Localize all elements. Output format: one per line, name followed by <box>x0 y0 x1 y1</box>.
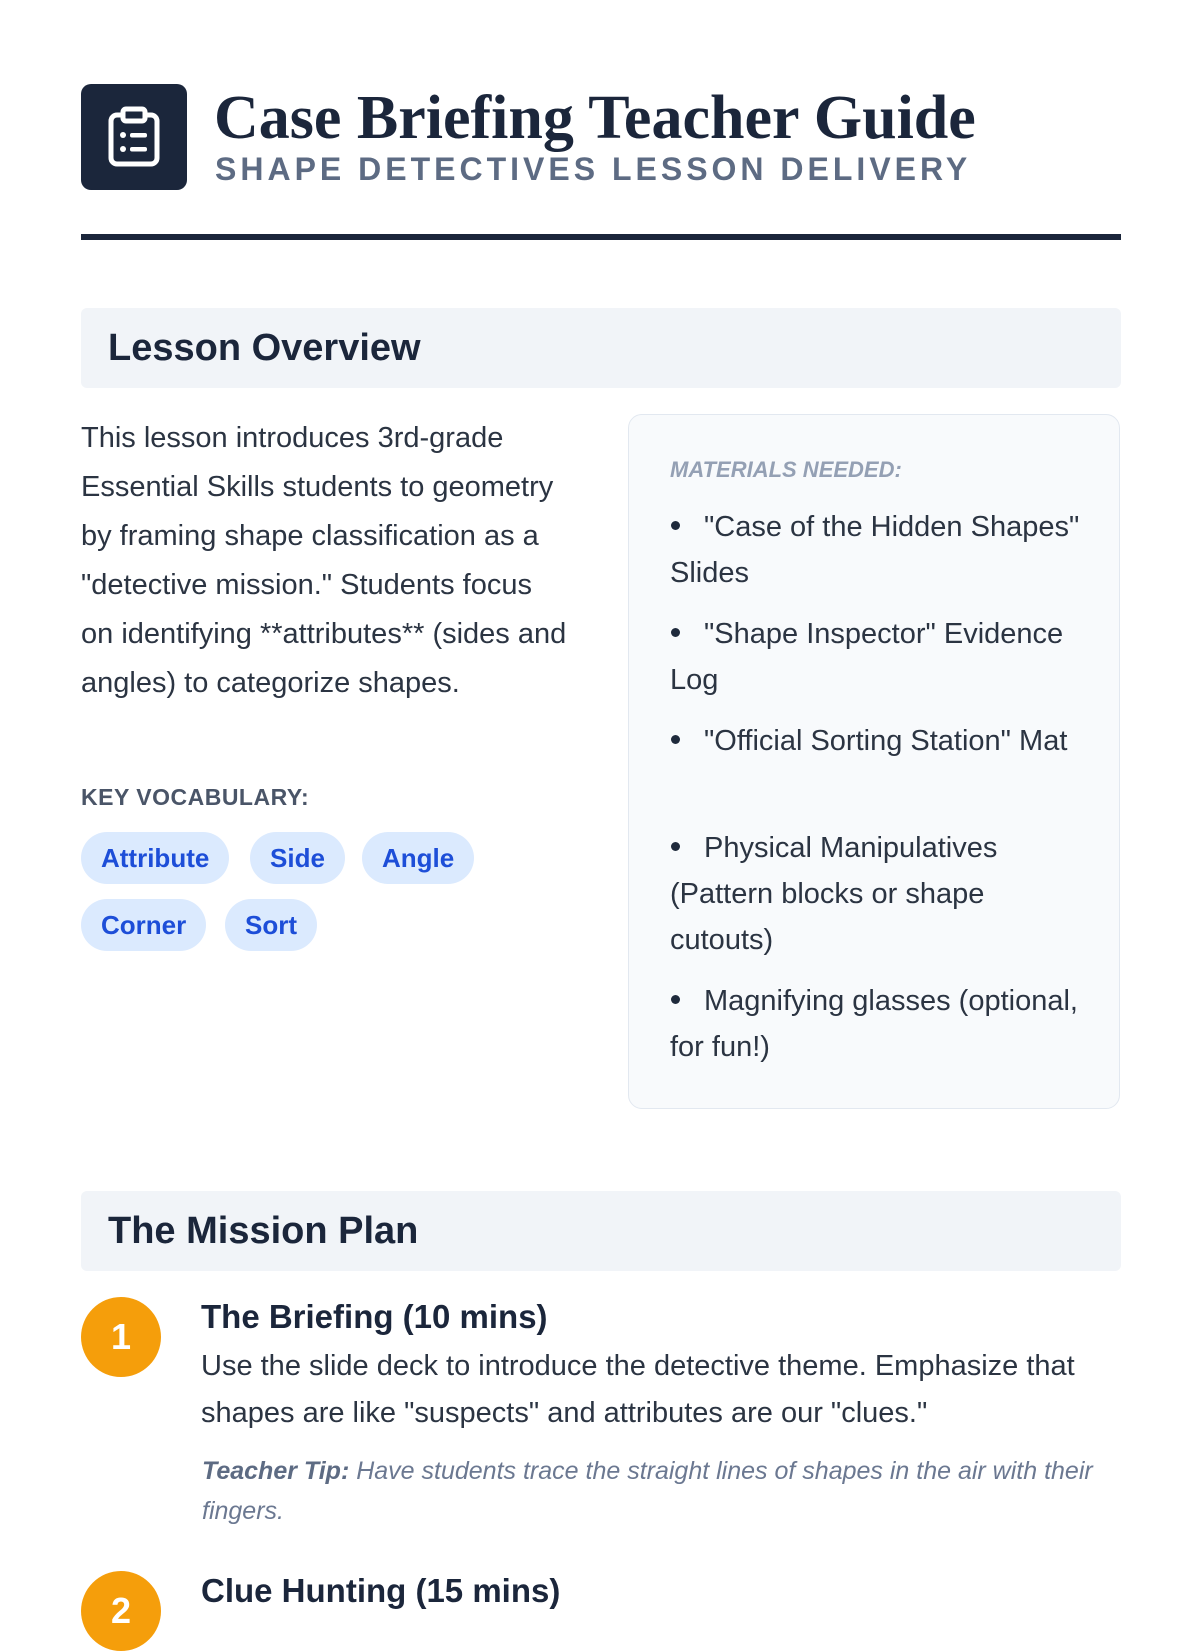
teacher-tip <box>202 1451 1102 1531</box>
step-number-badge: 2 <box>81 1571 161 1651</box>
bullet-icon <box>671 995 680 1004</box>
overview-description: This lesson introduces 3rd-grade Essential Skills students to geometry by framing shape classification as a "detective mission." Students focus on identifying **attributes** (sides and angles) to categorize shapes. <box>81 422 567 699</box>
bullet-icon <box>671 735 680 744</box>
clipboard-list-icon <box>81 84 187 190</box>
bullet-icon <box>671 521 680 530</box>
section-mission-plan <box>81 1191 1121 1271</box>
list-item: Magnifying glasses (optional, for fun!) <box>670 985 1078 1063</box>
bullet-icon <box>671 628 680 637</box>
tip-label: Teacher Tip: <box>202 1457 350 1485</box>
bullet-icon <box>671 842 680 851</box>
step-title: The Briefing (10 mins) <box>201 1298 548 1335</box>
step-description: Use the slide deck to introduce the detective theme. Emphasize that shapes are like "suspects" and attributes are our "clues." <box>201 1350 1075 1429</box>
section-heading: The Mission Plan <box>108 1210 419 1252</box>
page-title: Case Briefing Teacher Guide <box>214 84 976 152</box>
vocab-tag: Sort <box>225 899 317 951</box>
tip-text: Have students trace the straight lines of shapes in the air with their fingers. <box>202 1457 1093 1525</box>
vocab-tag: Attribute <box>81 832 229 884</box>
materials-label: MATERIALS NEEDED: <box>670 457 902 482</box>
guide-header <box>81 84 1121 194</box>
vocab-tag: Corner <box>81 899 206 951</box>
section-lesson-overview <box>81 308 1121 388</box>
section-heading: Lesson Overview <box>108 327 421 369</box>
list-item: "Shape Inspector" Evidence Log <box>670 618 1064 696</box>
step-title: Clue Hunting (15 mins) <box>201 1572 561 1609</box>
vocab-tag: Angle <box>362 832 474 884</box>
step-number-badge: 1 <box>81 1297 161 1377</box>
header-divider <box>81 234 1121 240</box>
materials-card <box>628 414 1120 1109</box>
list-item: "Case of the Hidden Shapes" Slides <box>670 511 1080 589</box>
vocab-tag: Side <box>250 832 345 884</box>
page-subtitle: SHAPE DETECTIVES LESSON DELIVERY <box>215 151 972 187</box>
list-item: Physical Manipulatives (Pattern blocks or shape cutouts) <box>670 832 998 956</box>
list-item: "Official Sorting Station" Mat <box>670 718 1080 764</box>
vocab-label: KEY VOCABULARY: <box>81 784 310 810</box>
